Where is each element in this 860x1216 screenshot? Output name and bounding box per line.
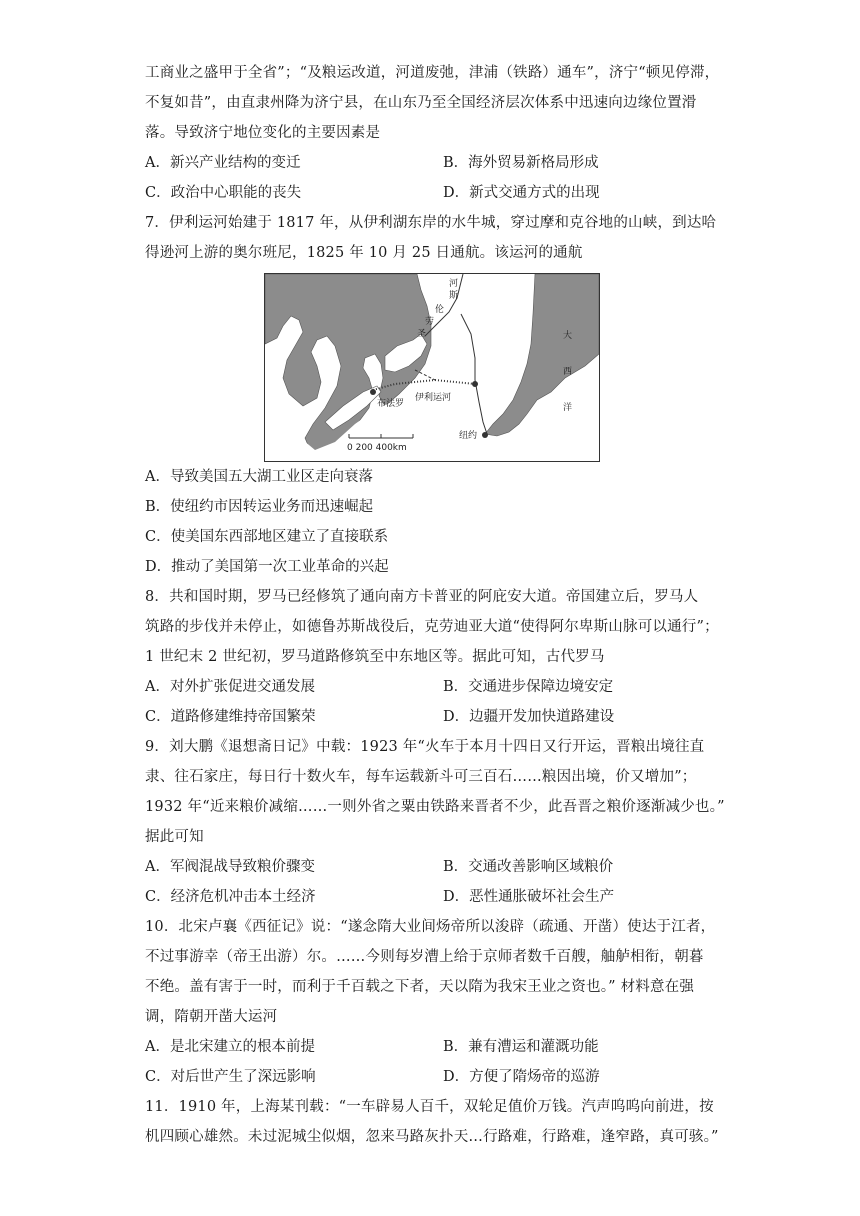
ocean-label-1: 大: [563, 331, 573, 341]
q6-stem-line-1: 工商业之盛甲于全省”；“及粮运改道，河道废弛，津浦（铁路）通车”，济宁“顿见停滞，: [145, 65, 720, 81]
new-york-dot: [482, 432, 488, 438]
q10-option-d[interactable]: D．方便了隋炀帝的巡游: [443, 1069, 600, 1085]
ocean-label-2: 西: [563, 367, 573, 377]
q6-option-c[interactable]: C．政治中心职能的丧失: [145, 185, 302, 201]
q7-stem-line-2: 得逊河上游的奥尔班尼，1825 年 10 月 25 日通航。该运河的通航: [145, 245, 583, 261]
q10-option-b[interactable]: B．兼有漕运和灌溉功能: [443, 1039, 599, 1055]
buffalo-dot: [370, 389, 376, 395]
river-label-3: 伦: [435, 305, 445, 315]
q10-option-c[interactable]: C．对后世产生了深远影响: [145, 1069, 316, 1085]
q6-stem-line-3: 落。导致济宁地位变化的主要因素是: [145, 125, 381, 141]
albany-dot: [472, 381, 478, 387]
q9-stem-line-1: 9．刘大鹏《退想斋日记》中载：1923 年“火车于本月十四日又行开运，晋粮出境往直: [145, 739, 705, 755]
q9-stem-line-3: 1932 年“近来粮价减缩……一则外省之粟由铁路来晋者不少，此吾晋之粮价逐渐减少也。”: [145, 799, 725, 815]
q6-stem-line-2: 不复如昔”，由直隶州降为济宁县，在山东乃至全国经济层次体系中迅速向边缘位置滑: [145, 95, 697, 111]
q9-stem-line-4: 据此可知: [145, 829, 204, 845]
q7-option-a[interactable]: A．导致美国五大湖工业区走向衰落: [145, 469, 373, 485]
q9-option-b[interactable]: B．交通改善影响区域粮价: [443, 859, 614, 875]
q6-option-d[interactable]: D．新式交通方式的出现: [443, 185, 600, 201]
q10-stem-line-3: 不绝。盖有害于一时，而利于千百载之下者，天以隋为我宋王业之资也。” 材料意在强: [145, 979, 695, 995]
river-label-1: 河: [449, 279, 459, 289]
q10-option-a[interactable]: A．是北宋建立的根本前提: [145, 1039, 315, 1055]
q9-option-d[interactable]: D．恶性通胀破坏社会生产: [443, 889, 615, 905]
q8-stem-line-2: 筑路的步伐并未停止，如德鲁苏斯战役后，克劳迪亚大道“使得阿尔卑斯山脉可以通行”；: [145, 619, 719, 635]
q11-stem-line-2: 机四顾心雄然。未过泥城尘似烟，忽来马路灰扑天…行路难，行路难，逢窄路，真可骇。”: [145, 1129, 719, 1145]
buffalo-label: 布法罗: [377, 399, 405, 409]
ocean-label-3: 洋: [563, 403, 573, 413]
erie-canal-label: 伊利运河: [415, 393, 452, 403]
erie-canal-map: [264, 273, 600, 462]
river-label-5: 圣: [417, 329, 427, 339]
scale-label: 0 200 400km: [347, 443, 407, 453]
q6-option-b[interactable]: B．海外贸易新格局形成: [443, 155, 599, 171]
q7-option-b[interactable]: B．使纽约市因转运业务而迅速崛起: [145, 499, 374, 515]
river-label-2: 斯: [449, 291, 459, 301]
q8-stem-line-3: 1 世纪末 2 世纪初，罗马道路修筑至中东地区等。据此可知，古代罗马: [145, 649, 605, 665]
q8-option-d[interactable]: D．边疆开发加快道路建设: [443, 709, 615, 725]
q8-stem-line-1: 8．共和国时期，罗马已经修筑了通向南方卡普亚的阿庇安大道。帝国建立后，罗马人: [145, 589, 699, 605]
river-label-4: 劳: [425, 317, 435, 327]
q8-option-c[interactable]: C．道路修建维持帝国繁荣: [145, 709, 316, 725]
q7-option-c[interactable]: C．使美国东西部地区建立了直接联系: [145, 529, 389, 545]
new-york-label: 纽约: [459, 431, 478, 441]
q9-stem-line-2: 隶、往石家庄，每日行十数火车，每车运载新斗可三百石……粮因出境，价又增加”；: [145, 769, 697, 785]
q7-option-d[interactable]: D．推动了美国第一次工业革命的兴起: [145, 559, 389, 575]
q7-stem-line-1: 7．伊利运河始建于 1817 年，从伊利湖东岸的水牛城，穿过摩和克谷地的山峡，到达哈: [145, 215, 717, 231]
q6-option-a[interactable]: A．新兴产业结构的变迁: [145, 155, 301, 171]
q8-option-b[interactable]: B．交通进步保障边境安定: [443, 679, 614, 695]
q10-stem-line-2: 不过事游幸（帝王出游）尔。……今则每岁漕上给于京师者数千百艘，舳舻相衔，朝暮: [145, 949, 704, 965]
q10-stem-line-1: 10．北宋卢襄《西征记》说：“遂念隋大业间炀帝所以浚辟（疏通、开凿）使达于江者，: [145, 919, 716, 935]
q9-option-a[interactable]: A．军阀混战导致粮价骤变: [145, 859, 315, 875]
q9-option-c[interactable]: C．经济危机冲击本土经济: [145, 889, 316, 905]
q11-stem-line-1: 11．1910 年，上海某刊载：“一车辟易人百千，双轮足值价万钱。汽声呜呜向前进，按: [145, 1099, 714, 1115]
q10-stem-line-4: 调，隋朝开凿大运河: [145, 1009, 278, 1025]
q8-option-a[interactable]: A．对外扩张促进交通发展: [145, 679, 315, 695]
